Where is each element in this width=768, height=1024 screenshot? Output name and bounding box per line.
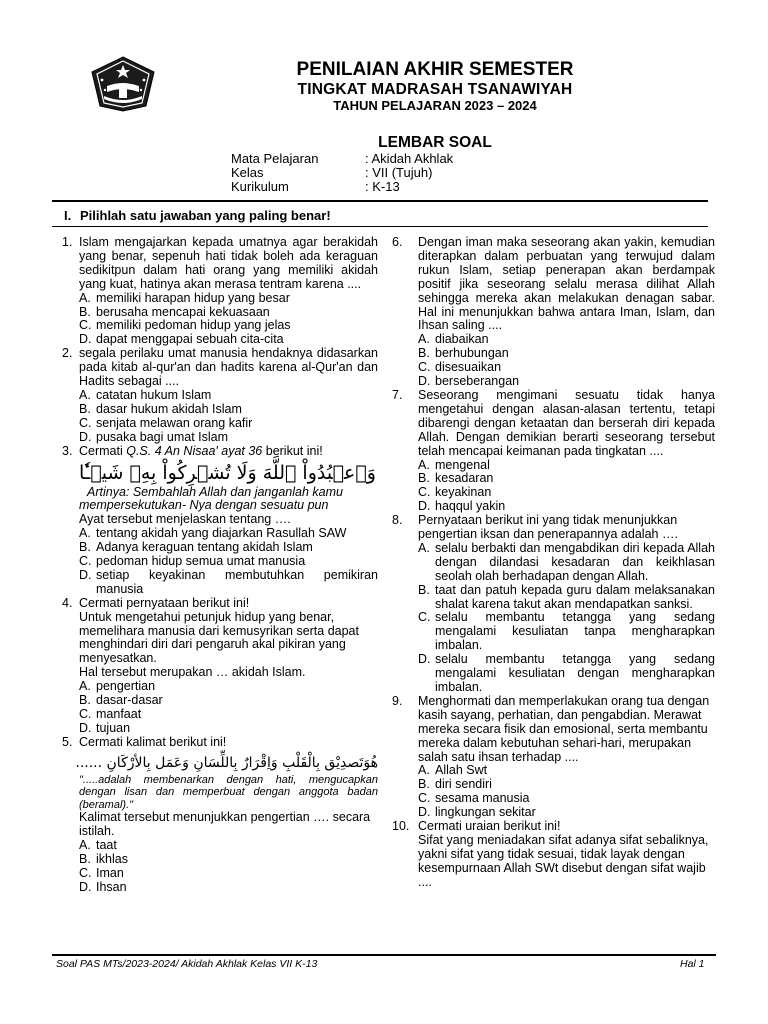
option-a[interactable]: A. selalu berbakti dan mengabdikan diri kepada Allah dengan dilandasi kesadaran dan keikhlasan seolah olah berhadapan dengan Allah. <box>418 540 715 583</box>
footer-divider <box>52 954 716 956</box>
question-passage: Untuk mengetahui petunjuk hidup yang benar, memelihara manusia dari kemusyrikan serta dapat menghindari diri dari pengaruh akal pikiran yang menyesatkan. <box>79 609 359 666</box>
instruction: I. Pilihlah satu jawaban yang paling benar! <box>64 208 331 223</box>
option-a[interactable]: A. pengertian <box>79 679 156 694</box>
exam-meta <box>231 152 453 194</box>
option-a[interactable]: A. catatan hukum Islam <box>79 387 212 402</box>
meta-subject: Mata Pelajaran : Akidah Akhlak <box>231 151 454 166</box>
question-8: 8. Pernyataan berikut ini yang tidak menunjukkan pengertian iksan dan penerapannya adalah …. A. selalu berbakti dan mengabdikan diri kepada Allah dengan dilandasi kesadaran dan keikhlasan seolah olah berhadapan dengan Allah. B. taat dan patuh kepada guru dalam melaksanakan shalat karena takut akan mendapatkan sanksi. C. selalu membantu tetangga yang sedang mengalami kesuliatan tanpa mengharapkan imbalan. D. selalu membantu tetangga yang sedang mengalami kesuliatan dengan mengharapkan imbalan. <box>392 513 715 694</box>
option-a[interactable]: A. mengenal <box>418 457 490 472</box>
option-c[interactable]: C. Iman <box>79 865 124 880</box>
ministry-of-religious-affairs-emblem-icon <box>90 56 156 112</box>
question-stem: Kalimat tersebut menunjukkan pengertian …. secara istilah. <box>79 810 371 839</box>
option-a[interactable]: A. taat <box>79 838 117 853</box>
question-4: 4. Cermati pernyataan berikut ini! Untuk mengetahui petunjuk hidup yang benar, memelihara manusia dari kemusyrikan serta dapat menghindari diri dari pengaruh akal pikiran yang menyesatkan. Hal tersebut merupakan … akidah Islam. A. pengertian B. dasar-dasar C. manfaat D. tujuan <box>62 597 378 736</box>
exam-title: PENILAIAN AKHIR SEMESTER <box>296 59 574 80</box>
option-b[interactable]: B. dasar-dasar <box>79 693 163 708</box>
option-b[interactable]: B. dasar hukum akidah Islam <box>79 401 242 416</box>
meta-class: Kelas : VII (Tujuh) <box>231 165 433 180</box>
option-d[interactable]: D. Ihsan <box>79 879 127 894</box>
question-2: 2. segala perilaku umat manusia hendaknya didasarkan pada kitab al-qur'an dan hadits karena al-Qur'an dan Hadits sebagai .... A. catatan hukum Islam B. dasar hukum akidah Islam C. senjata melawan orang kafir D. pusaka bagi umat Islam <box>62 346 378 444</box>
phrase-translation: ".....adalah membenarkan dengan hati, mengucapkan dengan lisan dan memperbuat dengan anggota badan (beramal)." <box>79 773 378 811</box>
option-a[interactable]: A. tentang akidah yang diajarkan Rasullah SAW <box>79 526 347 541</box>
question-text: Cermati pernyataan berikut ini! <box>79 595 250 610</box>
option-c[interactable]: C. senjata melawan orang kafir <box>79 415 253 430</box>
question-text: Dengan iman maka seseorang akan yakin, kemudian diterapkan dalam perbuatan yang terwujud dalam rukun Islam, setiap penerapan akan berdampak positif jika seseorang selalu merasa dilihat Allah sehingga mereka akan melakukan denagan sabar. Hal ini menunjukkan bahwa antara Iman, Islam, dan Ihsan saling .... <box>418 235 715 333</box>
option-d[interactable]: D. berseberangan <box>418 374 520 389</box>
option-a[interactable]: A. Allah Swt <box>418 763 488 778</box>
option-b[interactable]: B. kesadaran <box>418 471 494 486</box>
question-text: Seseorang mengimani sesuatu tidak hanya mengetahui dengan alasan-alasan tertentu, tetapi dibarengi dengan ketaatan dan berserah diri kepada Allah. Dengan demikian berarti seseorang tersebut telah mencapai keimanan pada tingkatan .... <box>418 387 715 458</box>
option-d[interactable]: D. lingkungan sekitar <box>418 805 536 820</box>
question-text: Pernyataan berikut ini yang tidak menunjukkan pengertian iksan dan penerapannya adalah …. <box>418 513 678 542</box>
question-1: 1. Islam mengajarkan kepada umatnya agar berakidah yang benar, sepenuh hati tidak boleh ada keraguan sedikitpun dalam hati orang yang memiliki akidah yang kuat, hatinya akan merasa tentram karena .... A. memiliki harapan hidup yang besar B. berusaha mencapai kekuasaan C. memiliki pedoman hidup yang jelas D. dapat menggapai sebuah cita-cita <box>62 235 378 347</box>
page-number: Hal 1 <box>680 958 705 970</box>
option-d[interactable]: D. haqqul yakin <box>418 499 506 514</box>
option-b[interactable]: B. diri sendiri <box>418 777 492 792</box>
question-10: 10. Cermati uraian berikut ini! Sifat yang meniadakan sifat adanya sifat sebaliknya, yakni sifat yang tidak sesuai, tidak layak dengan kesempurnaan Allah SWt disebut dengan sifat wajib .... <box>392 820 715 890</box>
option-d[interactable]: D. selalu membantu tetangga yang sedang mengalami kesuliatan dengan mengharapkan imbalan. <box>418 652 715 694</box>
option-d[interactable]: D. setiap keyakinan membutuhkan pemikiran manusia <box>79 567 378 596</box>
option-d[interactable]: D. dapat menggapai sebuah cita-cita <box>79 332 284 347</box>
option-b[interactable]: B. berhubungan <box>418 346 509 361</box>
option-b[interactable]: B. ikhlas <box>79 851 128 866</box>
option-d[interactable]: D. pusaka bagi umat Islam <box>79 429 229 444</box>
option-d[interactable]: D. tujuan <box>79 720 131 735</box>
meta-curriculum: Kurikulum : K-13 <box>231 179 400 194</box>
question-text: Cermati uraian berikut ini! <box>418 819 561 834</box>
verse-translation: Artinya: Sembahlah Allah dan janganlah kamu mempersekutukan- Nya dengan sesuatu pun <box>79 484 343 513</box>
option-b[interactable]: B. taat dan patuh kepada guru dalam melaksanakan shalat karena takut akan mendapatkan sanksi. <box>418 582 715 611</box>
option-b[interactable]: B. Adanya keraguan tentang akidah Islam <box>79 540 313 555</box>
questions-left-column <box>62 236 378 895</box>
questions-right-column <box>392 236 715 890</box>
option-c[interactable]: C. memiliki pedoman hidup yang jelas <box>79 318 291 333</box>
option-a[interactable]: A. memiliki harapan hidup yang besar <box>79 290 290 305</box>
option-c[interactable]: C. manfaat <box>79 707 142 721</box>
option-c[interactable]: C. disesuaikan <box>418 360 502 375</box>
academic-year: TAHUN PELAJARAN 2023 – 2024 <box>333 98 537 113</box>
question-stem: Hal tersebut merupakan … akidah Islam. <box>79 665 306 680</box>
divider-top <box>52 200 708 202</box>
question-stem: Ayat tersebut menjelaskan tentang …. <box>79 512 291 527</box>
question-3: 3. Cermati Q.S. 4 An Nisaa' ayat 36 berikut ini! وَٱعۡبُدُواْ ٱللَّهَ وَلَا تُشۡرِكُواْ بِهِۦ شَيۡـٔٗا Artinya: Sembahlah Allah dan janganlah kamu mempersekutukan- Nya dengan sesuatu pun Ayat tersebut menjelaskan tentang …. A. tentang akidah yang diajarkan Rasullah SAW B. Adanya keraguan tentang akidah Islam C. pedoman hidup semua umat manusia D. setiap keyakinan membutuhkan pemikiran manusia <box>62 443 378 596</box>
footer-document-id: Soal PAS MTs/2023-2024/ Akidah Akhlak Kelas VII K-13 <box>56 958 318 970</box>
arabic-phrase: هُوَتَصدِيْق بِالْقَلْبِ وَاِقْرَارٌ بِاللِّسَانِ وَعَمَل بِالأرْكَانِ ...... <box>75 754 378 771</box>
question-text: Cermati kalimat berikut ini! <box>79 734 227 749</box>
option-c[interactable]: C. selalu membantu tetangga yang sedang mengalami kesuliatan tanpa mengharapkan imbalan. <box>418 610 715 653</box>
option-a[interactable]: A. diabaikan <box>418 332 489 347</box>
divider-instruction <box>52 226 708 227</box>
question-text: Cermati Q.S. 4 An Nisaa' ayat 36 berikut ini! <box>79 443 323 458</box>
question-7: 7. Seseorang mengimani sesuatu tidak hanya mengetahui dengan alasan-alasan tertentu, tetapi dibarengi dengan ketaatan dan berserah diri kepada Allah. Dengan demikian berarti seseorang tersebut telah mencapai keimanan pada tingkatan .... A. mengenal B. kesadaran C. keyakinan D. haqqul yakin <box>392 387 715 514</box>
question-text: Islam mengajarkan kepada umatnya agar berakidah yang benar, sepenuh hati tidak boleh ada keraguan sedikitpun dalam hati orang yang memiliki akidah yang kuat, hatinya akan merasa tentram karena .... <box>79 235 378 291</box>
option-b[interactable]: B. berusaha mencapai kekuasaan <box>79 304 270 319</box>
option-c[interactable]: C. pedoman hidup semua umat manusia <box>79 554 306 569</box>
question-5: 5. Cermati kalimat berikut ini! هُوَتَصدِيْق بِالْقَلْبِ وَاِقْرَارٌ بِاللِّسَانِ وَعَمَل بِالأرْكَانِ ...... ".....adalah membenarkan dengan hati, mengucapkan dengan lisan dan memperbuat dengan anggota badan (beramal)." Kalimat tersebut menunjukkan pengertian …. secara istilah. A. taat B. ikhlas C. Iman D. Ihsan <box>62 734 378 894</box>
arabic-verse: وَٱعۡبُدُواْ ٱللَّهَ وَلَا تُشۡرِكُواْ بِهِۦ شَيۡـٔٗا <box>79 461 376 484</box>
question-text: segala perilaku umat manusia hendaknya didasarkan pada kitab al-qur'an dan hadits karena al-Qur'an dan Hadits sebagai .... <box>79 346 378 389</box>
question-6: 6. Dengan iman maka seseorang akan yakin, kemudian diterapkan dalam perbuatan yang terwujud dalam rukun Islam, setiap penerapan akan berdampak positif jika seseorang selalu merasa dilihat Allah sehingga mereka akan melakukan denagan sabar. Hal ini menunjukkan bahwa antara Iman, Islam, dan Ihsan saling .... A. diabaikan B. berhubungan C. disesuaikan D. berseberangan <box>392 235 715 389</box>
question-9: 9. Menghormati dan memperlakukan orang tua dengan kasih sayang, perhatian, dan pengabdian. Merawat mereka secara fisik dan emosional, serta membantu mereka dalam kebutuhan sehari-hari, merupakan salah satu ihsan terhadap .... A. Allah Swt B. diri sendiri C. sesama manusia D. lingkungan sekitar <box>392 695 715 820</box>
question-passage: Sifat yang meniadakan sifat adanya sifat sebaliknya, yakni sifat yang tidak sesuai, tidak layak dengan kesempurnaan Allah SWt disebut dengan sifat wajib .... <box>418 832 709 889</box>
sheet-title: LEMBAR SOAL <box>378 134 492 151</box>
school-level: TINGKAT MADRASAH TSANAWIYAH <box>297 81 573 98</box>
question-text: Menghormati dan memperlakukan orang tua dengan kasih sayang, perhatian, dan pengabdian. Merawat mereka secara fisik dan emosional, serta membantu mereka dalam kebutuhan sehari-hari, merupakan salah satu ihsan terhadap .... <box>418 693 710 764</box>
option-c[interactable]: C. sesama manusia <box>418 791 530 806</box>
option-c[interactable]: C. keyakinan <box>418 485 492 500</box>
